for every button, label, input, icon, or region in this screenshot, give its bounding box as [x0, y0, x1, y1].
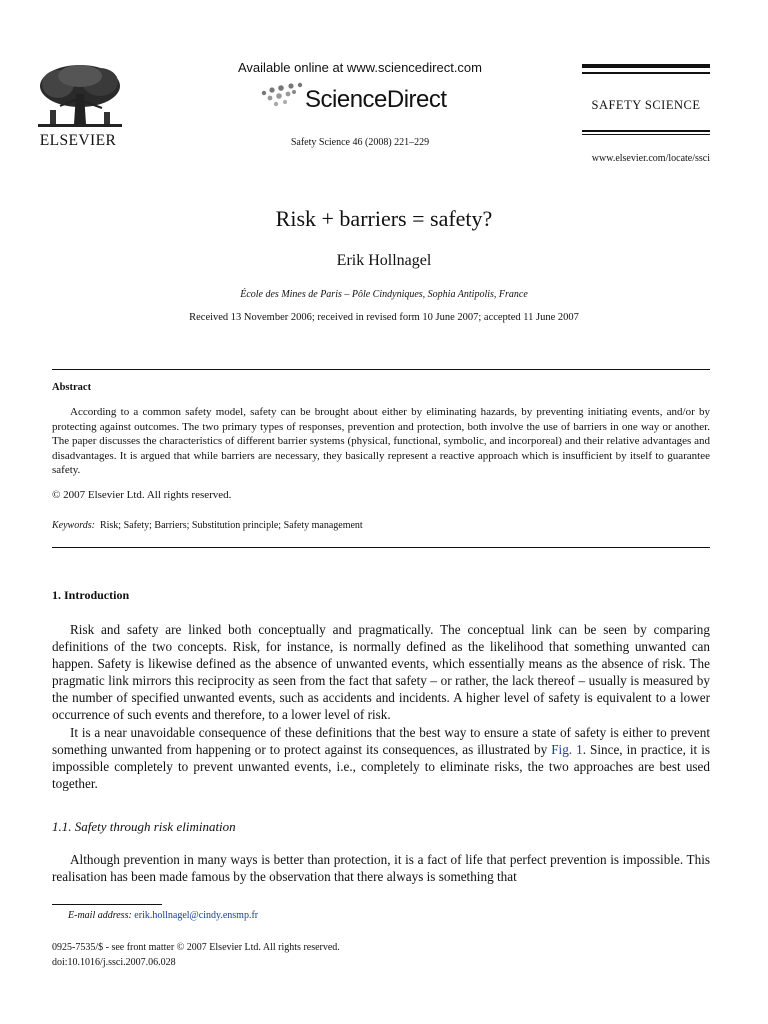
introduction-paragraph-1: Risk and safety are linked both conceptually and pragmatically. The conceptual link can be seen by comparing definitions of the two concepts. Risk, for instance, is normally defined as the likelihood that something unwanted can happen. Safety is likewise defined as the absence of unwanted events, which essentially means as the absence of risk. The pragmatic link mirrors this reciprocity as seen from the fact that safety – or rather, the lack thereof – usually is measured by the number of specified unwanted events, such as accidents and incidents. A higher level of safety is equivalent to a lower occurrence of such events and therefore, to a lower level of risk. — [52, 622, 710, 723]
risk-elimination-body — [52, 851, 710, 885]
article-title: Risk + barriers = safety? — [275, 206, 493, 231]
doi-line[interactable]: doi:10.1016/j.ssci.2007.06.028 — [52, 957, 176, 968]
section-heading-introduction: 1. Introduction — [52, 588, 130, 602]
risk-elimination-paragraph-1: Although prevention in many ways is better than protection, it is a fact of life that perfect prevention is impossible. This realisation has been made famous by the observation that there always is something that — [52, 852, 710, 885]
journal-url[interactable]: www.elsevier.com/locate/ssci — [591, 153, 710, 164]
author-email-link[interactable]: erik.hollnagel@cindy.ensmp.fr — [134, 910, 259, 921]
introduction-paragraph-2 — [52, 724, 710, 792]
available-online-text: Available online at www.sciencedirect.com — [238, 60, 482, 75]
abstract-copyright: © 2007 Elsevier Ltd. All rights reserved. — [52, 489, 232, 501]
introduction-body — [52, 621, 710, 792]
elsevier-tree-icon — [30, 62, 130, 130]
email-label: E-mail address: — [68, 910, 132, 921]
keywords-label: Keywords: — [52, 520, 95, 531]
keywords — [52, 520, 363, 531]
sciencedirect-wordmark: ScienceDirect — [305, 86, 447, 113]
author-affiliation: École des Mines de Paris – Pôle Cindyniques, Sophia Antipolis, France — [240, 289, 528, 300]
masthead-rule-bottom-thin — [582, 134, 710, 135]
masthead-rule-bottom — [582, 130, 710, 132]
figure-1-link[interactable]: Fig. 1 — [551, 741, 583, 757]
paragraph-2-text-start: It is a near unavoidable consequence of these definitions that the best way to ensure a state of safety is either to prevent something unwanted from happening or to protect against its consequences, as illustrated by — [52, 724, 710, 757]
abstract-body — [52, 405, 710, 478]
citation-line: Safety Science 46 (2008) 221–229 — [290, 137, 430, 148]
journal-name: SAFETY SCIENCE — [591, 98, 701, 112]
received-dates: Received 13 November 2006; received in revised form 10 June 2007; accepted 11 June 2007 — [189, 312, 579, 323]
masthead-rule-top — [582, 64, 710, 68]
footnote-rule — [52, 904, 162, 905]
abstract-top-rule — [52, 369, 710, 370]
abstract-bottom-rule — [52, 547, 710, 548]
masthead-rule-top-thin — [582, 72, 710, 74]
paragraph-2-text-end: . Since, in practice, it is impossible completely to prevent unwanted events, i.e., completely to eliminate risks, the two approaches are best used together. — [52, 741, 711, 791]
section-heading-risk-elimination: 1.1. Safety through risk elimination — [52, 819, 236, 834]
elsevier-logo-text: ELSEVIER — [39, 132, 117, 149]
elsevier-logo — [22, 62, 134, 152]
author-name: Erik Hollnagel — [336, 252, 432, 269]
abstract-heading: Abstract — [52, 382, 92, 393]
abstract-text: According to a common safety model, safety can be brought about either by eliminating hazards, by preventing initiating events, and/or by protecting against outcomes. The two primary types of responses, prevention and protection, both involve the use of barriers in one way or another. The paper discusses the characteristics of different barrier systems (physical, functional, symbolic, and incorporeal) and their relative advantages and disadvantages. It is argued that while barriers are necessary, they basically represent a reactive approach which is insufficient by itself to guarantee safety. — [52, 406, 710, 477]
issn-line: 0925-7535/$ - see front matter © 2007 Elsevier Ltd. All rights reserved. — [52, 942, 340, 953]
author-email-footnote — [68, 910, 258, 921]
keywords-list: Risk; Safety; Barriers; Substitution principle; Safety management — [99, 520, 363, 531]
